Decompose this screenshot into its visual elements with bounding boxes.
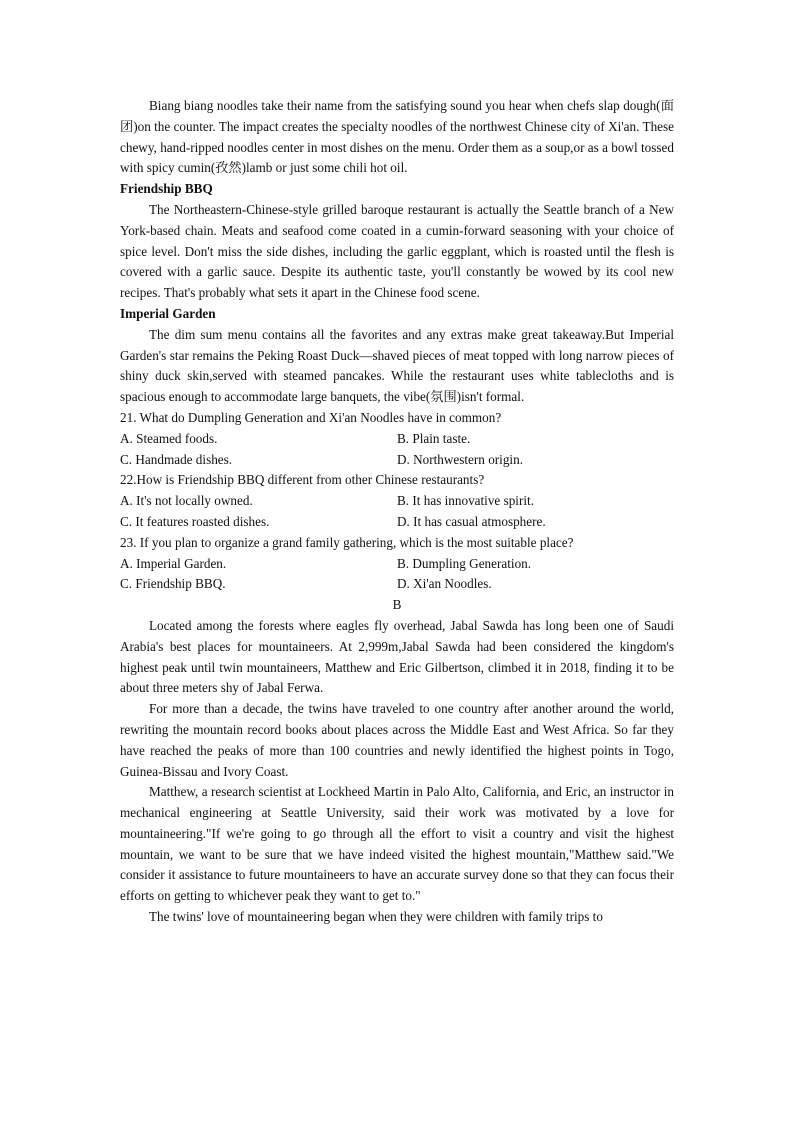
question-23	[120, 533, 674, 595]
paragraph-twins-love: The twins' love of mountaineering began when they were children with family trips to	[149, 909, 603, 925]
paragraph-friendship-bbq: The Northeastern-Chinese-style grilled baroque restaurant is actually the Seattle branch of a New York-based chain. Meats and seafood come coated in a cumin-forward seasoning with your choice of spice level. Don't miss the side dishes, including the garlic eggplant, which is roasted until the flesh is covered with a garlic sauce. Despite its authentic taste, you'll constantly be wowed by its cool new recipes. That's probably what sets it apart in the Chinese food scene.	[120, 201, 674, 301]
option-row	[120, 574, 674, 595]
option-row	[120, 491, 674, 512]
option-c: C. Friendship BBQ.	[120, 576, 226, 592]
option-row	[120, 512, 674, 533]
heading-friendship-bbq: Friendship BBQ	[120, 181, 213, 197]
paragraph-imperial-garden: The dim sum menu contains all the favorites and any extras make great takeaway.But Imperial Garden's star remains the Peking Roast Duck—shaved pieces of meat topped with long narrow pieces of shiny duck skin,served with steamed pancakes. While the restaurant uses white tablecloths and is spacious enough to accommodate large banquets, the vibe(氛围)isn't formal.	[120, 326, 674, 405]
option-row	[120, 554, 674, 575]
section-label-b: B	[392, 597, 402, 613]
option-a: A. Steamed foods.	[120, 430, 218, 446]
document-page	[120, 96, 674, 928]
paragraph-biang-noodles: Biang biang noodles take their name from the satisfying sound you hear when chefs slap dough(面团)on the counter. The impact creates the specialty noodles of the northwest Chinese city of Xi'an. These chewy, hand-ripped noodles center in most dishes on the menu. Order them as a soup,or as a bowl tossed with spicy cumin(孜然)lamb or just some chili hot oil.	[120, 98, 674, 176]
option-b: B. Plain taste.	[397, 430, 471, 446]
question-22	[120, 470, 674, 532]
option-a: A. It's not locally owned.	[120, 493, 253, 509]
option-row	[120, 429, 674, 450]
question-21	[120, 408, 674, 470]
question-stem: 22.How is Friendship BBQ different from other Chinese restaurants?	[120, 472, 485, 488]
option-b: B. Dumpling Generation.	[397, 555, 532, 571]
question-stem: 23. If you plan to organize a grand family gathering, which is the most suitable place?	[120, 534, 574, 550]
paragraph-matthew-eric: Matthew, a research scientist at Lockheed Martin in Palo Alto, California, and Eric, an instructor in mechanical engineering at Seattle University, said their work was motivated by a love for mountaineering."If we're going to go through all the effort to visit a country and visit the highest mountain, we want to be sure that we have indeed visited the highest mountain,"Matthew said."We consider it assistance to future mountaineers to have an accurate survey done so that they can focus their efforts on getting to whichever peak they want to get to."	[120, 784, 674, 904]
heading-imperial-garden: Imperial Garden	[120, 305, 216, 321]
paragraph-jabal-sawda: Located among the forests where eagles fly overhead, Jabal Sawda has long been one of Saudi Arabia's best places for mountaineers. At 2,999m,Jabal Sawda had been considered the kingdom's highest peak until twin mountaineers, Matthew and Eric Gilbertson, climbed it in 2018, finding it to be about three meters shy of Jabal Ferwa.	[120, 617, 674, 696]
paragraph-twins-travel: For more than a decade, the twins have traveled to one country after another around the world, rewriting the mountain record books about places across the Middle East and West Africa. So far they have reached the peaks of more than 100 countries and newly identified the highest points in Togo, Guinea-Bissau and Ivory Coast.	[120, 701, 674, 779]
option-d: D. Xi'an Noodles.	[397, 576, 492, 592]
option-d: D. It has casual atmosphere.	[397, 513, 546, 529]
option-a: A. Imperial Garden.	[120, 555, 227, 571]
question-stem: 21. What do Dumpling Generation and Xi'an Noodles have in common?	[120, 409, 502, 425]
option-b: B. It has innovative spirit.	[397, 493, 534, 509]
option-c: C. It features roasted dishes.	[120, 513, 270, 529]
option-d: D. Northwestern origin.	[397, 451, 523, 467]
option-c: C. Handmade dishes.	[120, 451, 233, 467]
option-row	[120, 450, 674, 471]
